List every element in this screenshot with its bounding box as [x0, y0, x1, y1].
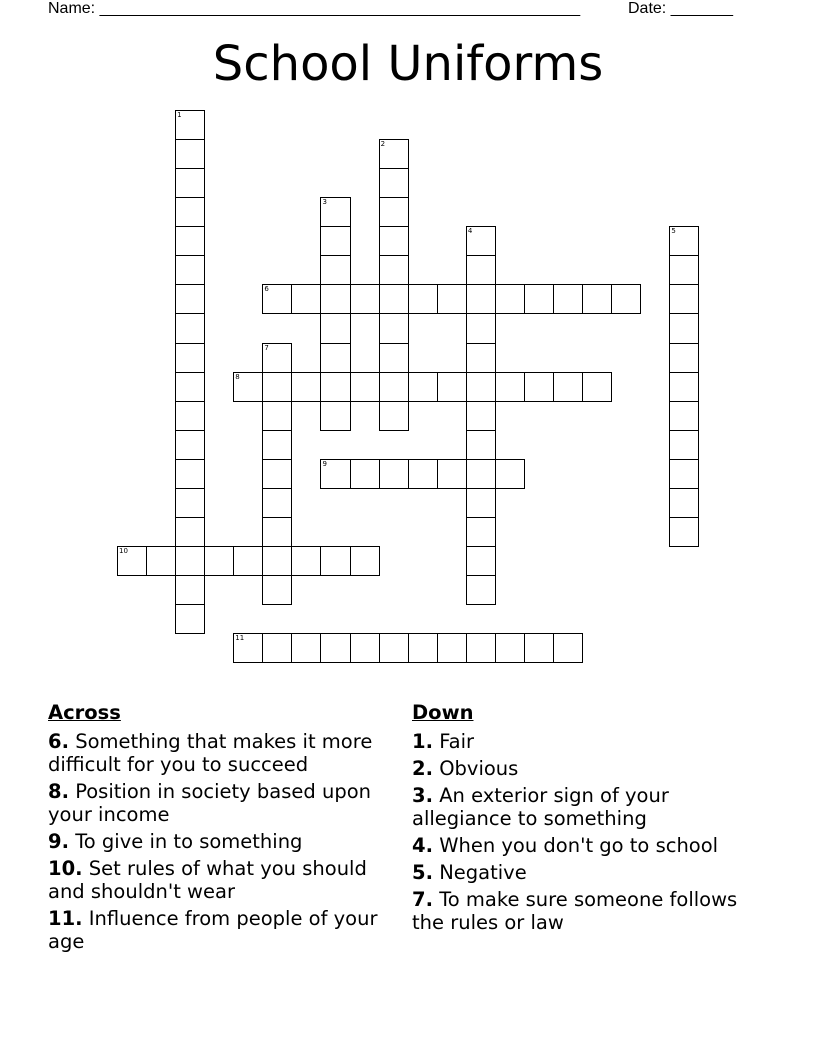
cell-number: 2 [380, 140, 386, 149]
name-field-label: Name: ______________________________________________________ [48, 0, 581, 17]
grid-cell[interactable] [466, 488, 496, 518]
grid-cell[interactable] [291, 633, 321, 663]
grid-cell[interactable] [669, 401, 699, 431]
clue-number: 9. [48, 830, 69, 853]
cell-number: 8 [235, 372, 240, 381]
grid-cell[interactable] [175, 197, 205, 227]
grid-cell[interactable] [262, 488, 292, 518]
grid-cell[interactable] [669, 517, 699, 547]
down-clues [412, 701, 772, 938]
grid-cell[interactable] [408, 459, 438, 489]
grid-cell[interactable] [553, 372, 583, 402]
grid-cell[interactable] [175, 226, 205, 256]
date-field-label: Date: _______ [628, 0, 733, 17]
clue-down-4 [412, 834, 772, 857]
grid-cell[interactable] [495, 633, 525, 663]
grid-cell[interactable] [262, 372, 292, 402]
grid-cell[interactable] [291, 546, 321, 576]
grid-cell[interactable] [495, 459, 525, 489]
grid-cell[interactable] [379, 255, 409, 285]
grid-cell[interactable] [320, 546, 350, 576]
grid-cell[interactable] [553, 633, 583, 663]
grid-cell[interactable] [350, 459, 380, 489]
grid-cell[interactable] [262, 343, 292, 373]
grid-cell[interactable] [524, 372, 554, 402]
grid-cell[interactable] [320, 633, 350, 663]
grid-cell[interactable] [262, 575, 292, 605]
clue-across-8 [48, 780, 408, 826]
down-heading: Down [412, 701, 474, 724]
clue-number: 5. [412, 861, 433, 884]
grid-cell[interactable] [437, 372, 467, 402]
clue-number: 6. [48, 730, 69, 753]
grid-cell[interactable] [175, 401, 205, 431]
clue-text: Something that makes it more difficult for you to succeed [48, 730, 373, 776]
grid-cell[interactable] [611, 284, 641, 314]
grid-cell[interactable] [466, 575, 496, 605]
grid-cell[interactable] [175, 284, 205, 314]
clue-number: 1. [412, 730, 433, 753]
grid-cell[interactable] [466, 459, 496, 489]
grid-cell[interactable] [495, 372, 525, 402]
clue-text: Fair [439, 730, 474, 753]
grid-cell[interactable] [291, 372, 321, 402]
grid-cell[interactable] [175, 255, 205, 285]
cell-number: 5 [671, 227, 676, 236]
grid-cell[interactable] [175, 430, 205, 460]
grid-cell[interactable] [320, 459, 350, 489]
grid-cell[interactable] [669, 284, 699, 314]
grid-cell[interactable] [466, 430, 496, 460]
grid-cell[interactable] [262, 459, 292, 489]
grid-cell[interactable] [466, 226, 496, 256]
clue-number: 4. [412, 834, 433, 857]
grid-cell[interactable] [379, 284, 409, 314]
grid-cell[interactable] [669, 343, 699, 373]
grid-cell[interactable] [379, 168, 409, 198]
grid-cell[interactable] [350, 284, 380, 314]
grid-cell[interactable] [669, 459, 699, 489]
grid-cell[interactable] [437, 284, 467, 314]
grid-cell[interactable] [669, 430, 699, 460]
grid-cell[interactable] [466, 284, 496, 314]
grid-cell[interactable] [175, 343, 205, 373]
grid-cell[interactable] [175, 372, 205, 402]
grid-cell[interactable] [175, 110, 205, 140]
grid-cell[interactable] [379, 401, 409, 431]
grid-cell[interactable] [175, 488, 205, 518]
clue-number: 3. [412, 784, 433, 807]
grid-cell[interactable] [320, 284, 350, 314]
cell-number: 6 [264, 285, 269, 294]
grid-cell[interactable] [408, 633, 438, 663]
grid-cell[interactable] [466, 343, 496, 373]
grid-cell[interactable] [466, 255, 496, 285]
across-clues [48, 701, 408, 957]
grid-cell[interactable] [175, 459, 205, 489]
grid-cell[interactable] [379, 197, 409, 227]
clue-across-11 [48, 907, 408, 953]
grid-cell[interactable] [320, 255, 350, 285]
grid-cell[interactable] [262, 633, 292, 663]
grid-cell[interactable] [262, 546, 292, 576]
clue-text: To give in to something [75, 830, 303, 853]
grid-cell[interactable] [175, 139, 205, 169]
grid-cell[interactable] [262, 284, 292, 314]
grid-cell[interactable] [320, 343, 350, 373]
grid-cell[interactable] [117, 546, 147, 576]
clue-down-3 [412, 784, 772, 830]
grid-cell[interactable] [582, 372, 612, 402]
grid-cell[interactable] [379, 343, 409, 373]
cell-number: 7 [264, 343, 269, 352]
grid-cell[interactable] [146, 546, 176, 576]
grid-cell[interactable] [466, 633, 496, 663]
grid-cell[interactable] [175, 517, 205, 547]
clue-down-2 [412, 757, 772, 780]
clue-text: Negative [439, 861, 527, 884]
clue-down-7 [412, 888, 772, 934]
grid-cell[interactable] [233, 633, 263, 663]
clue-number: 10. [48, 857, 83, 880]
cell-number: 10 [119, 547, 128, 556]
grid-cell[interactable] [524, 633, 554, 663]
grid-cell[interactable] [495, 284, 525, 314]
clue-text: When you don't go to school [439, 834, 719, 857]
grid-cell[interactable] [350, 372, 380, 402]
grid-cell[interactable] [669, 255, 699, 285]
cell-number: 4 [467, 227, 473, 236]
grid-cell[interactable] [466, 401, 496, 431]
grid-cell[interactable] [350, 546, 380, 576]
clue-text: To make sure someone follows the rules or law [412, 888, 738, 934]
clue-across-6 [48, 730, 408, 776]
across-heading: Across [48, 701, 121, 724]
grid-cell[interactable] [669, 313, 699, 343]
cell-number: 3 [322, 198, 327, 207]
grid-cell[interactable] [437, 459, 467, 489]
grid-cell[interactable] [262, 517, 292, 547]
grid-cell[interactable] [669, 488, 699, 518]
clue-number: 8. [48, 780, 69, 803]
grid-cell[interactable] [553, 284, 583, 314]
grid-cell[interactable] [669, 372, 699, 402]
grid-cell[interactable] [262, 430, 292, 460]
grid-cell[interactable] [408, 284, 438, 314]
clue-across-10 [48, 857, 408, 903]
clue-down-5 [412, 861, 772, 884]
grid-cell[interactable] [175, 575, 205, 605]
grid-cell[interactable] [320, 401, 350, 431]
clue-down-1 [412, 730, 772, 753]
grid-cell[interactable] [233, 546, 263, 576]
grid-cell[interactable] [466, 313, 496, 343]
grid-cell[interactable] [175, 604, 205, 634]
cell-number: 9 [322, 459, 327, 468]
clue-text: Influence from people of your age [48, 907, 378, 953]
grid-cell[interactable] [262, 401, 292, 431]
clue-text: An exterior sign of your allegiance to something [412, 784, 669, 830]
grid-cell[interactable] [175, 546, 205, 576]
grid-cell[interactable] [320, 197, 350, 227]
grid-cell[interactable] [291, 284, 321, 314]
grid-cell[interactable] [582, 284, 612, 314]
grid-cell[interactable] [320, 313, 350, 343]
grid-cell[interactable] [466, 517, 496, 547]
clue-number: 11. [48, 907, 83, 930]
clue-text: Set rules of what you should and shouldn't wear [48, 857, 367, 903]
grid-cell[interactable] [466, 372, 496, 402]
grid-cell[interactable] [379, 633, 409, 663]
clue-number: 7. [412, 888, 433, 911]
clue-number: 2. [412, 757, 433, 780]
grid-cell[interactable] [466, 546, 496, 576]
grid-cell[interactable] [408, 372, 438, 402]
grid-cell[interactable] [379, 372, 409, 402]
grid-cell[interactable] [204, 546, 234, 576]
grid-cell[interactable] [379, 313, 409, 343]
clue-across-9 [48, 830, 408, 853]
grid-cell[interactable] [175, 313, 205, 343]
grid-cell[interactable] [350, 633, 380, 663]
cell-number: 1 [177, 111, 182, 119]
clue-text: Position in society based upon your income [48, 780, 371, 826]
grid-cell[interactable] [320, 226, 350, 256]
page-title: School Uniforms [212, 36, 604, 92]
grid-cell[interactable] [379, 226, 409, 256]
grid-cell[interactable] [320, 372, 350, 402]
grid-cell[interactable] [524, 284, 554, 314]
grid-cell[interactable] [379, 139, 409, 169]
cell-number: 11 [235, 634, 245, 643]
grid-cell[interactable] [175, 168, 205, 198]
grid-cell[interactable] [379, 459, 409, 489]
grid-cell[interactable] [669, 226, 699, 256]
clue-text: Obvious [439, 757, 519, 780]
grid-cell[interactable] [437, 633, 467, 663]
grid-cell[interactable] [233, 372, 263, 402]
